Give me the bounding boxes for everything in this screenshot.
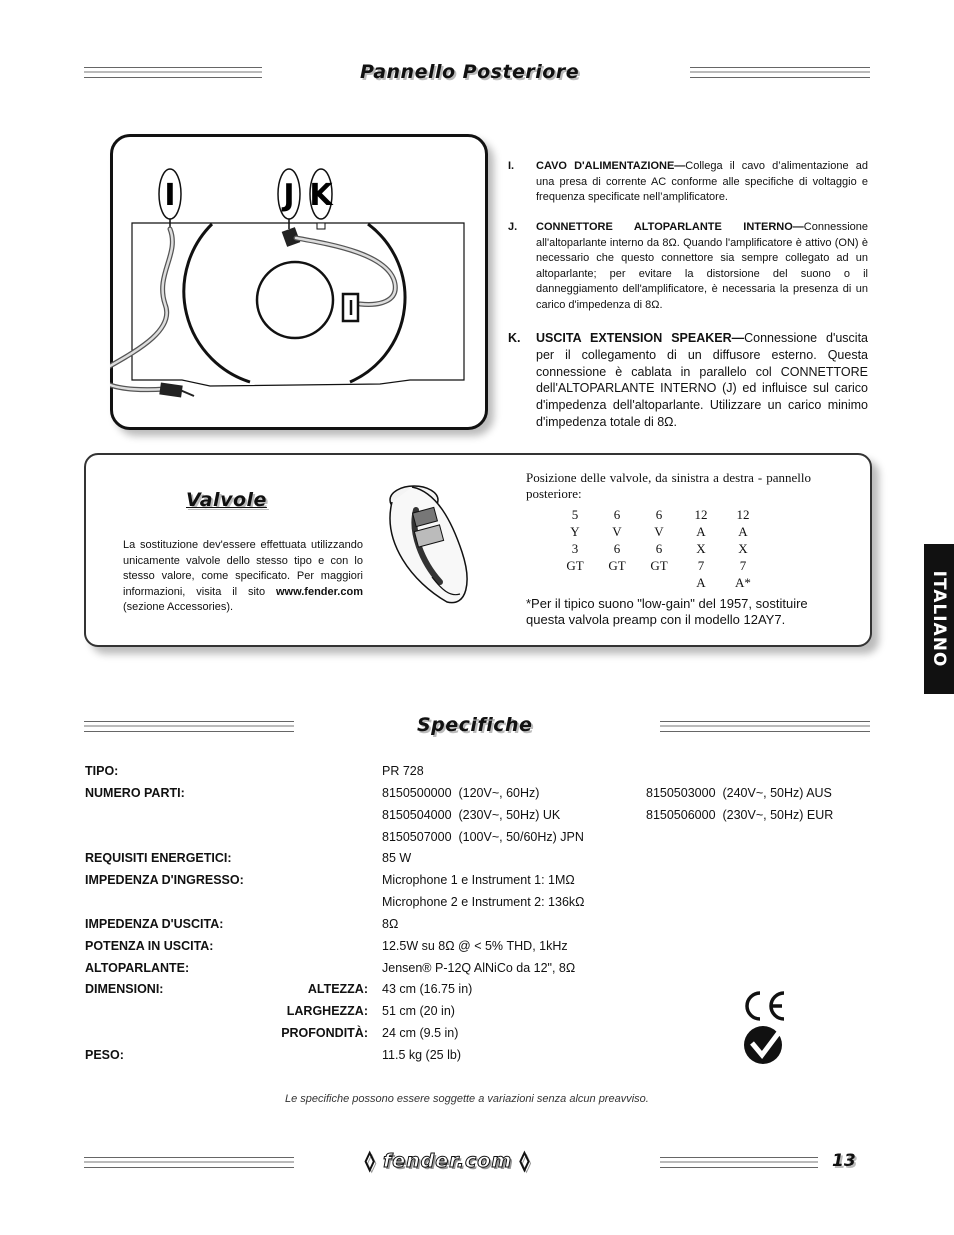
spec-label-requisiti: REQUISITI ENERGETICI: bbox=[85, 851, 232, 865]
extension-jack bbox=[343, 294, 358, 321]
ce-mark-icon bbox=[742, 990, 788, 1022]
specs-rule-left bbox=[84, 721, 294, 732]
table-cell: 6 bbox=[613, 540, 621, 556]
table-cell bbox=[596, 574, 638, 591]
table-row bbox=[554, 523, 764, 540]
tubes-title: Valvole bbox=[186, 489, 267, 511]
legend-head: CONNETTORE ALTOPARLANTE INTERNO— bbox=[536, 221, 804, 233]
footer-rule-left bbox=[84, 1157, 294, 1168]
table-cell: GT bbox=[608, 557, 626, 573]
spec-label-tipo: TIPO: bbox=[85, 764, 119, 778]
table-cell: 6 bbox=[613, 506, 621, 522]
table-cell: V bbox=[654, 523, 664, 539]
table-cell: 5 bbox=[571, 506, 579, 522]
page-number: 13 bbox=[832, 1151, 856, 1171]
spec-value-impedenza-uscita: 8Ω bbox=[382, 917, 399, 931]
spec-label-larghezza: LARGHEZZA: bbox=[286, 1004, 368, 1018]
header-rule-right bbox=[690, 67, 870, 78]
spec-label-potenza: POTENZA IN USCITA: bbox=[85, 939, 214, 953]
c-tick-mark-icon bbox=[742, 1025, 786, 1065]
spec-label-impedenza-uscita: IMPEDENZA D'USCITA: bbox=[85, 917, 224, 931]
spec-label-peso: PESO: bbox=[85, 1048, 124, 1062]
specs-rule-right bbox=[660, 721, 870, 732]
table-cell: X bbox=[738, 540, 748, 556]
spec-value-requisiti: 85 W bbox=[382, 851, 412, 865]
spec-value-altoparlante: Jensen® P-12Q AlNiCo da 12", 8Ω bbox=[382, 961, 576, 975]
spec-value-parti-2: 8150504000 (230V~, 50Hz) UK bbox=[382, 808, 561, 822]
table-row bbox=[554, 574, 764, 591]
table-cell: Y bbox=[570, 523, 580, 539]
table-cell: 6 bbox=[655, 540, 663, 556]
legend-body: Connessione d'uscita per il collegamento di un diffusore esterno. Questa connessione è cablata in parallelo col CONNETTORE dell'ALTOPARLANTE INTERNO (J) ed influisce sul carico d'impedenza dell'altoparlante. Utilizzare un carico minimo d'impedenza totale di 8Ω. bbox=[536, 331, 868, 429]
label-i: I bbox=[164, 178, 176, 213]
header-rule-left bbox=[84, 67, 262, 78]
table-cell: 7 bbox=[697, 557, 705, 573]
language-tab-label: ITALIANO bbox=[929, 570, 949, 668]
specs-title: Specifiche bbox=[417, 714, 533, 736]
table-row bbox=[554, 557, 764, 574]
tubes-note-text: La sostituzione dev'essere effettuata utilizzando unicamente valvole dello stesso tipo e con lo stesso valore, come specificato. Per maggiori informazioni, visita il sito bbox=[123, 539, 363, 598]
table-cell: GT bbox=[650, 557, 668, 573]
table-cell: GT bbox=[566, 557, 584, 573]
footer-rule-right bbox=[660, 1157, 818, 1168]
legend-key: J. bbox=[508, 221, 518, 233]
legend-body: Collega il cavo d’alimentazione ad una presa di corrente AC conforme alle specifiche di voltaggio e frequenza specificate nell’amplificatore. bbox=[536, 160, 868, 203]
spec-value-parti-4: 8150503000 (240V~, 50Hz) AUS bbox=[646, 786, 832, 800]
tube-positions bbox=[526, 470, 811, 591]
spec-value-larghezza: 51 cm (20 in) bbox=[382, 1004, 455, 1018]
tube-positions-intro: Posizione delle valvole, da sinistra a destra - pannello posteriore: bbox=[526, 470, 811, 501]
legend-item-k bbox=[508, 330, 868, 431]
spec-label-dimensioni: DIMENSIONI: bbox=[85, 982, 164, 996]
table-cell: 3 bbox=[571, 540, 579, 556]
table-cell: A bbox=[738, 523, 748, 539]
spec-value-altezza: 43 cm (16.75 in) bbox=[382, 982, 473, 996]
fender-link[interactable]: www.fender.com bbox=[275, 585, 363, 598]
spec-value-tipo: PR 728 bbox=[382, 764, 424, 778]
spec-value-profondita: 24 cm (9.5 in) bbox=[382, 1026, 459, 1040]
spec-label-profondita: PROFONDITÀ: bbox=[281, 1026, 368, 1040]
language-tab bbox=[924, 544, 954, 694]
table-cell: V bbox=[612, 523, 622, 539]
vacuum-tube-icon bbox=[372, 472, 482, 612]
rear-panel-illustration bbox=[110, 134, 488, 430]
table-row bbox=[554, 506, 764, 523]
table-cell: 12 bbox=[736, 506, 750, 522]
table-cell: A* bbox=[735, 574, 751, 590]
table-cell: 6 bbox=[655, 506, 663, 522]
tube-table bbox=[554, 506, 764, 591]
page-title: Pannello Posteriore bbox=[360, 61, 580, 83]
spec-value-peso: 11.5 kg (25 lb) bbox=[382, 1048, 461, 1062]
spec-value-parti-1: 8150500000 (120V~, 60Hz) bbox=[382, 786, 540, 800]
table-cell: X bbox=[696, 540, 706, 556]
spec-value-impedenza-ingresso-1: Microphone 1 e Instrument 1: 1MΩ bbox=[382, 873, 575, 887]
table-cell: 12 bbox=[694, 506, 708, 522]
spec-label-parti: NUMERO PARTI: bbox=[85, 786, 185, 800]
table-cell bbox=[554, 574, 596, 591]
legend-head: CAVO D'ALIMENTAZIONE— bbox=[536, 160, 686, 172]
label-k: K bbox=[309, 178, 333, 213]
spec-value-impedenza-ingresso-2: Microphone 2 e Instrument 2: 136kΩ bbox=[382, 895, 585, 909]
disclaimer: Le specifiche possono essere soggette a variazioni senza alcun preavviso. bbox=[285, 1093, 649, 1105]
label-j: J bbox=[283, 178, 295, 213]
table-cell bbox=[638, 574, 680, 591]
table-row bbox=[554, 540, 764, 557]
spec-value-potenza: 12.5W su 8Ω @ < 5% THD, 1kHz bbox=[382, 939, 568, 953]
spec-value-parti-3: 8150507000 (100V~, 50/60Hz) JPN bbox=[382, 830, 584, 844]
legend-item-j bbox=[508, 220, 868, 313]
tube-footnote: *Per il tipico suono "low-gain" del 1957, sostituire questa valvola preamp con il modello 12AY7. bbox=[526, 596, 808, 627]
power-plug bbox=[159, 383, 182, 398]
legend-key: K. bbox=[508, 331, 521, 345]
tubes-note bbox=[123, 538, 363, 616]
table-cell: A bbox=[696, 574, 706, 590]
legend-body: Connessione all'altoparlante interno da 8Ω. Quando l'amplificatore è attivo (ON) è necessario che questo connettore sia sempre collegato ad un altoparlante; per evitare la distorsione del suono o il danneggiamento dell'amplificatore, è necessaria la presenza di un carico d'impedenza di 8Ω. bbox=[536, 221, 868, 311]
footer-website-link[interactable]: ◊ fender.com ◊ bbox=[365, 1150, 531, 1172]
spec-label-altoparlante: ALTOPARLANTE: bbox=[85, 961, 190, 975]
table-cell: A bbox=[696, 523, 706, 539]
tubes-note-suffix: (sezione Accessories). bbox=[123, 601, 234, 613]
legend-key: I. bbox=[508, 160, 515, 172]
spec-label-altezza: ALTEZZA: bbox=[307, 982, 368, 996]
legend-head: USCITA EXTENSION SPEAKER— bbox=[536, 331, 745, 345]
legend-item-i bbox=[508, 159, 868, 206]
spec-label-impedenza-ingresso: IMPEDENZA D'INGRESSO: bbox=[85, 873, 244, 887]
table-cell: 7 bbox=[739, 557, 747, 573]
spec-value-parti-5: 8150506000 (230V~, 50Hz) EUR bbox=[646, 808, 834, 822]
